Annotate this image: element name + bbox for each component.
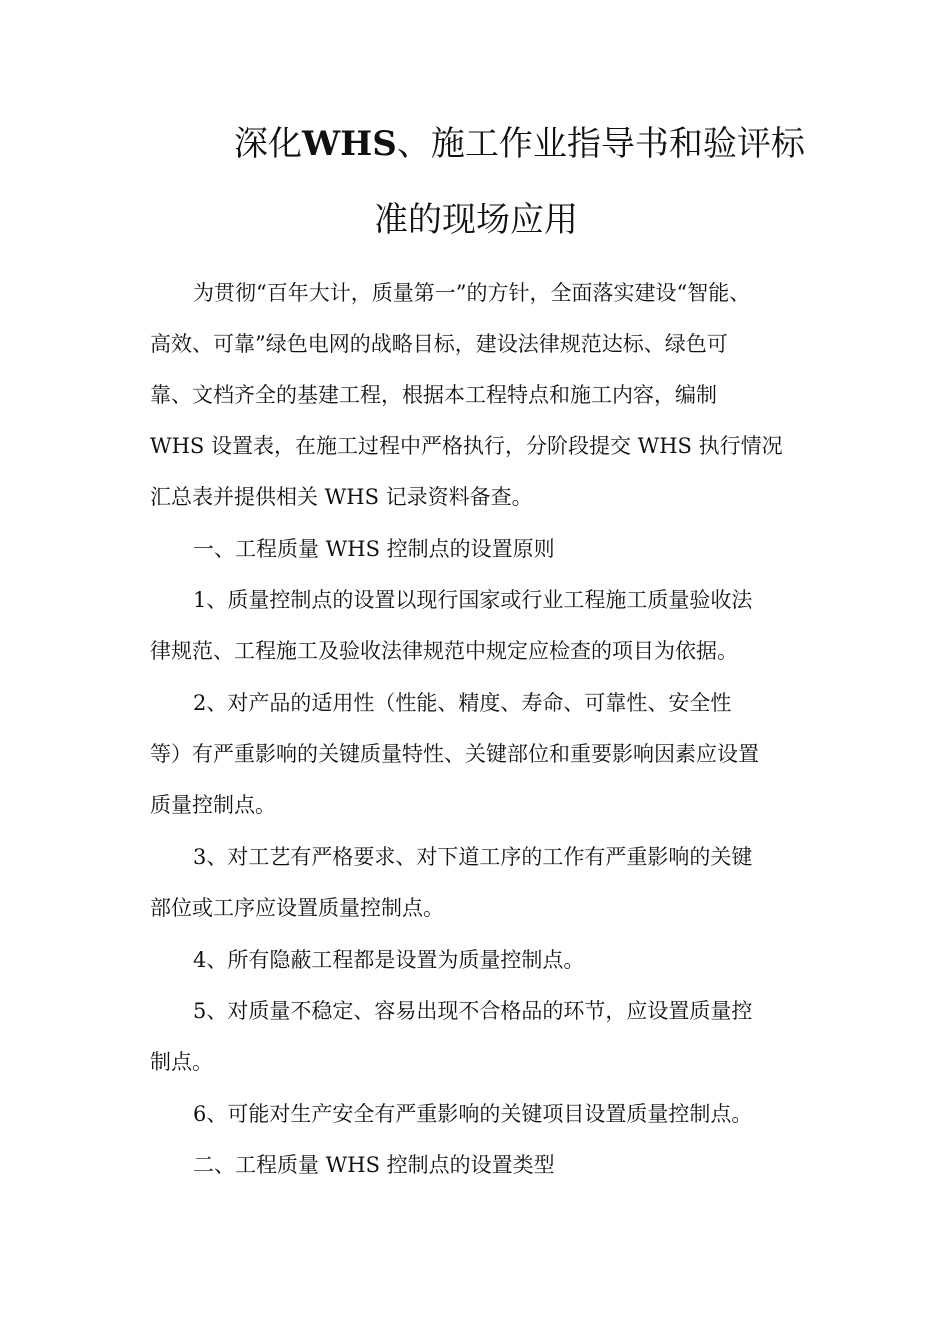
paragraph-line: 质量控制点。 xyxy=(150,793,276,817)
paragraph-line: 1、质量控制点的设置以现行国家或行业工程施工质量验收法 xyxy=(193,588,753,612)
paragraph-line: 制点。 xyxy=(150,1050,213,1074)
paragraph-line: 3、对工艺有严格要求、对下道工序的工作有严重影响的关键 xyxy=(193,845,753,869)
paragraph-line: 4、所有隐蔽工程都是设置为质量控制点。 xyxy=(193,948,585,972)
paragraph-line: 部位或工序应设置质量控制点。 xyxy=(150,896,444,920)
paragraph-line: 2、对产品的适用性（性能、精度、寿命、可靠性、安全性 xyxy=(193,691,732,715)
section-heading: 一、工程质量 WHS 控制点的设置原则 xyxy=(193,537,555,561)
paragraph-line: 律规范、工程施工及验收法律规范中规定应检查的项目为依据。 xyxy=(150,639,738,663)
section-heading: 二、工程质量 WHS 控制点的设置类型 xyxy=(193,1153,555,1177)
paragraph-line: WHS 设置表，在施工过程中严格执行，分阶段提交 WHS 执行情况 xyxy=(150,434,783,458)
paragraph-line: 高效、可靠”绿色电网的战略目标，建设法律规范达标、绿色可 xyxy=(150,332,728,356)
paragraph-line: 6、可能对生产安全有严重影响的关键项目设置质量控制点。 xyxy=(193,1102,753,1126)
document-title-line-2: 准的现场应用 xyxy=(374,200,578,240)
paragraph-line: 汇总表并提供相关 WHS 记录资料备查。 xyxy=(150,485,533,509)
paragraph-line: 等）有严重影响的关键质量特性、关键部位和重要影响因素应设置 xyxy=(150,742,759,766)
document-title-line-1 xyxy=(234,124,805,164)
title-part-1: 深化 xyxy=(234,124,302,164)
paragraph-line: 靠、文档齐全的基建工程，根据本工程特点和施工内容，编制 xyxy=(150,383,717,407)
title-part-2: 、施工作业指导书和验评标 xyxy=(396,124,805,164)
paragraph-line: 5、对质量不稳定、容易出现不合格品的环节，应设置质量控 xyxy=(193,999,753,1023)
paragraph-line: 为贯彻“百年大计，质量第一”的方针，全面落实建设“智能、 xyxy=(193,281,751,305)
title-whs: WHS xyxy=(302,124,397,164)
